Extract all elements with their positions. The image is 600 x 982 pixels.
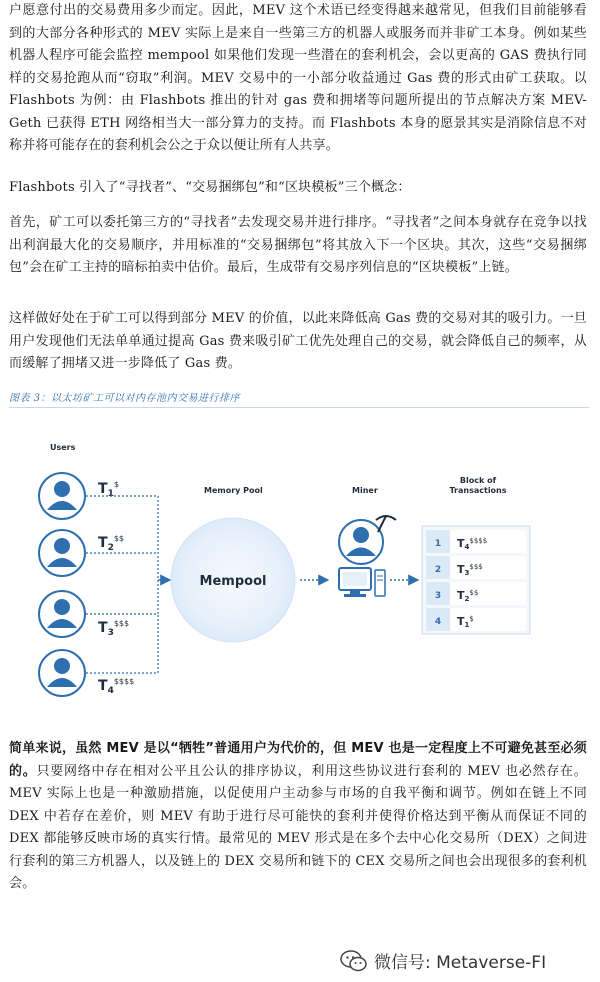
user-connectors <box>86 496 158 673</box>
wechat-icon <box>340 950 368 972</box>
block-label-line2: Transactions <box>449 486 507 495</box>
block-label-line1: Block of <box>459 476 497 485</box>
block-row <box>426 582 526 605</box>
computer-icon <box>339 568 385 597</box>
figure-caption: 图表 3：以太坊矿工可以对内存池内交易进行排序 <box>9 393 241 404</box>
svg-text:T3$$$: $T_3^{\$\$\$}$ <box>98 619 130 638</box>
svg-text:T2$$: $T_2^{\$\$}$ <box>98 534 125 553</box>
wechat-watermark <box>340 948 546 973</box>
paragraph-flashbots-concepts: Flashbots 引入了“寻找者”、“交易捆绑包”和“区块模板”三个概念： <box>9 180 411 195</box>
svg-text:T1$: $T_1^{\$}$ <box>98 480 119 499</box>
paragraph-summary <box>9 738 587 896</box>
miner-group <box>339 516 396 597</box>
mempool-diagram <box>0 420 600 720</box>
svg-text:T2$$: T2$$ <box>457 589 479 603</box>
summary-bold-lead: 简单来说，虽然 MEV 是以“牺牲”普通用户为代价的，但 MEV 也是一定程度上不可避免甚至必须的。 <box>9 741 587 779</box>
svg-text:T4$$$$: T4$$$$ <box>457 537 488 551</box>
pickaxe-icon <box>376 516 396 532</box>
block-row <box>426 608 526 631</box>
miner-label: Miner <box>352 486 378 495</box>
svg-text:1: 1 <box>434 539 442 549</box>
paragraph-searchers: 首先，矿工可以委托第三方的“寻找者”去发现交易并进行排序。“寻找者”之间本身就存在竞争以找出利润最大化的交易顺序，并用标准的“交易捆绑包”将其放入下一个区块。其次，这些“交易捆绑包”会在矿工主持的暗标拍卖中估价。最后，生成带有交易序列信息的“区块模板”上链。 <box>9 215 587 275</box>
watermark-text: 微信号: Metaverse-FI <box>374 953 547 973</box>
summary-rest: 只要网络中存在相对公平且公认的排序协议，利用这些协议进行套利的 MEV 也必然存在。MEV 实际上也是一种激励措施，以促使用户主动参与市场的自我平衡和调节。例如在链上不同 DEX 中若存在差价，则 MEV 有助于进行尽可能快的套利并使得价格达到平衡从而保证不同的 DEX 都能够反映市场的真实行情。最常见的 MEV 形式是在多个去中心化交易所（DEX）之间进行套利的第三方机器人，以及链上的 DEX 交易所和链下的 CEX 交易所之间也会出现很多的套利机会。 <box>9 763 588 891</box>
paragraph-benefits: 这样做好处在于矿工可以得到部分 MEV 的价值，以此来降低高 Gas 费的交易对其的吸引力。一旦用户发现他们无法单单通过提高 Gas 费来吸引矿工优先处理自己的交易，就会降低自己的频率，从而缓解了拥堵又进一步降低了 Gas 费。 <box>9 311 587 371</box>
block-row <box>426 556 526 579</box>
svg-text:T3$$$: T3$$$ <box>457 563 483 577</box>
svg-text:T1$: T1$ <box>457 615 474 629</box>
caption-divider <box>9 407 589 408</box>
block-row <box>426 530 526 553</box>
users-label: Users <box>50 443 76 452</box>
svg-text:T4$$$$: $T_4^{\$\$\$\$}$ <box>98 677 135 696</box>
paragraph-mev-intro: 户愿意付出的交易费用多少而定。因此，MEV 这个术语已经变得越来越常见，但我们目前能够看到的大部分各种形式的 MEV 实际上是来自一些第三方的机器人或服务而并非矿工本身。例如某些机器人程序可能会监控 mempool 如果他们发现一些潜在的套利机会，会以更高的 GAS 费执行同样的交易抢跑从而“窃取”利润。MEV 交易中的一小部分收益通过 Gas 费的形式由矿工获取。以 Flashbots 为例：由 Flashbots 推出的针对 gas 费和拥堵等问题所提出的节点解决方案 MEV-Geth 已获得 ETH 网络相当大一部分算力的支持。而 Flashbots 本身的愿景其实是消除信息不对称并将可能存在的套利机会公之于众以便让所有人共享。 <box>9 3 587 153</box>
mempool-text: Mempool <box>199 574 267 589</box>
svg-text:4: 4 <box>434 617 442 627</box>
block-of-transactions <box>422 526 530 634</box>
svg-text:2: 2 <box>434 565 442 575</box>
memory-pool-label: Memory Pool <box>204 486 263 495</box>
svg-text:3: 3 <box>434 591 442 601</box>
